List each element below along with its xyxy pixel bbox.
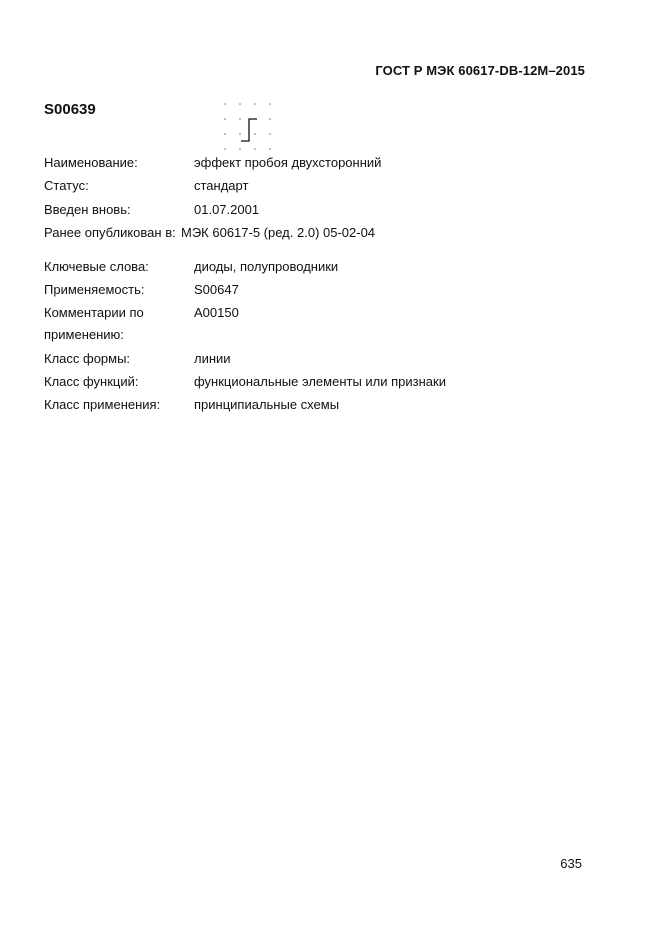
field-applicability-label: Применяемость: (44, 282, 145, 297)
field-introduced-label: Введен вновь: (44, 202, 131, 217)
field-published-label: Ранее опубликован в: (44, 225, 176, 240)
field-comments-label-line2: применению: (44, 327, 124, 342)
field-application-class-value: принципиальные схемы (194, 397, 340, 412)
field-introduced-value: 01.07.2001 (194, 202, 260, 217)
field-status-value: стандарт (194, 178, 249, 193)
field-form-class-value: линии (194, 351, 231, 366)
field-status-label: Статус: (44, 178, 89, 193)
field-application-class-label: Класс применения: (44, 397, 161, 412)
field-function-class-label: Класс функций: (44, 374, 139, 389)
field-comments-label-line1: Комментарии по (44, 305, 144, 320)
document-header: ГОСТ Р МЭК 60617-DB-12М–2015 (375, 63, 585, 78)
field-keywords-label: Ключевые слова: (44, 259, 149, 274)
field-name-label: Наименование: (44, 155, 138, 170)
symbol-grid-dots (224, 103, 271, 150)
field-function-class-value: функциональные элементы или признаки (194, 374, 446, 389)
page-number: 635 (560, 856, 582, 871)
field-form-class-label: Класс формы: (44, 351, 131, 366)
symbol-code: S00639 (44, 101, 96, 118)
field-applicability-value: S00647 (194, 282, 239, 297)
field-comments-value: A00150 (194, 305, 239, 320)
field-keywords-value: диоды, полупроводники (194, 259, 339, 274)
field-published-value: МЭК 60617-5 (ред. 2.0) 05-02-04 (181, 225, 376, 240)
field-name-value: эффект пробоя двухсторонний (194, 155, 382, 170)
breakdown-effect-bidirectional-step-icon (222, 101, 278, 153)
symbol-step-line (241, 119, 257, 141)
